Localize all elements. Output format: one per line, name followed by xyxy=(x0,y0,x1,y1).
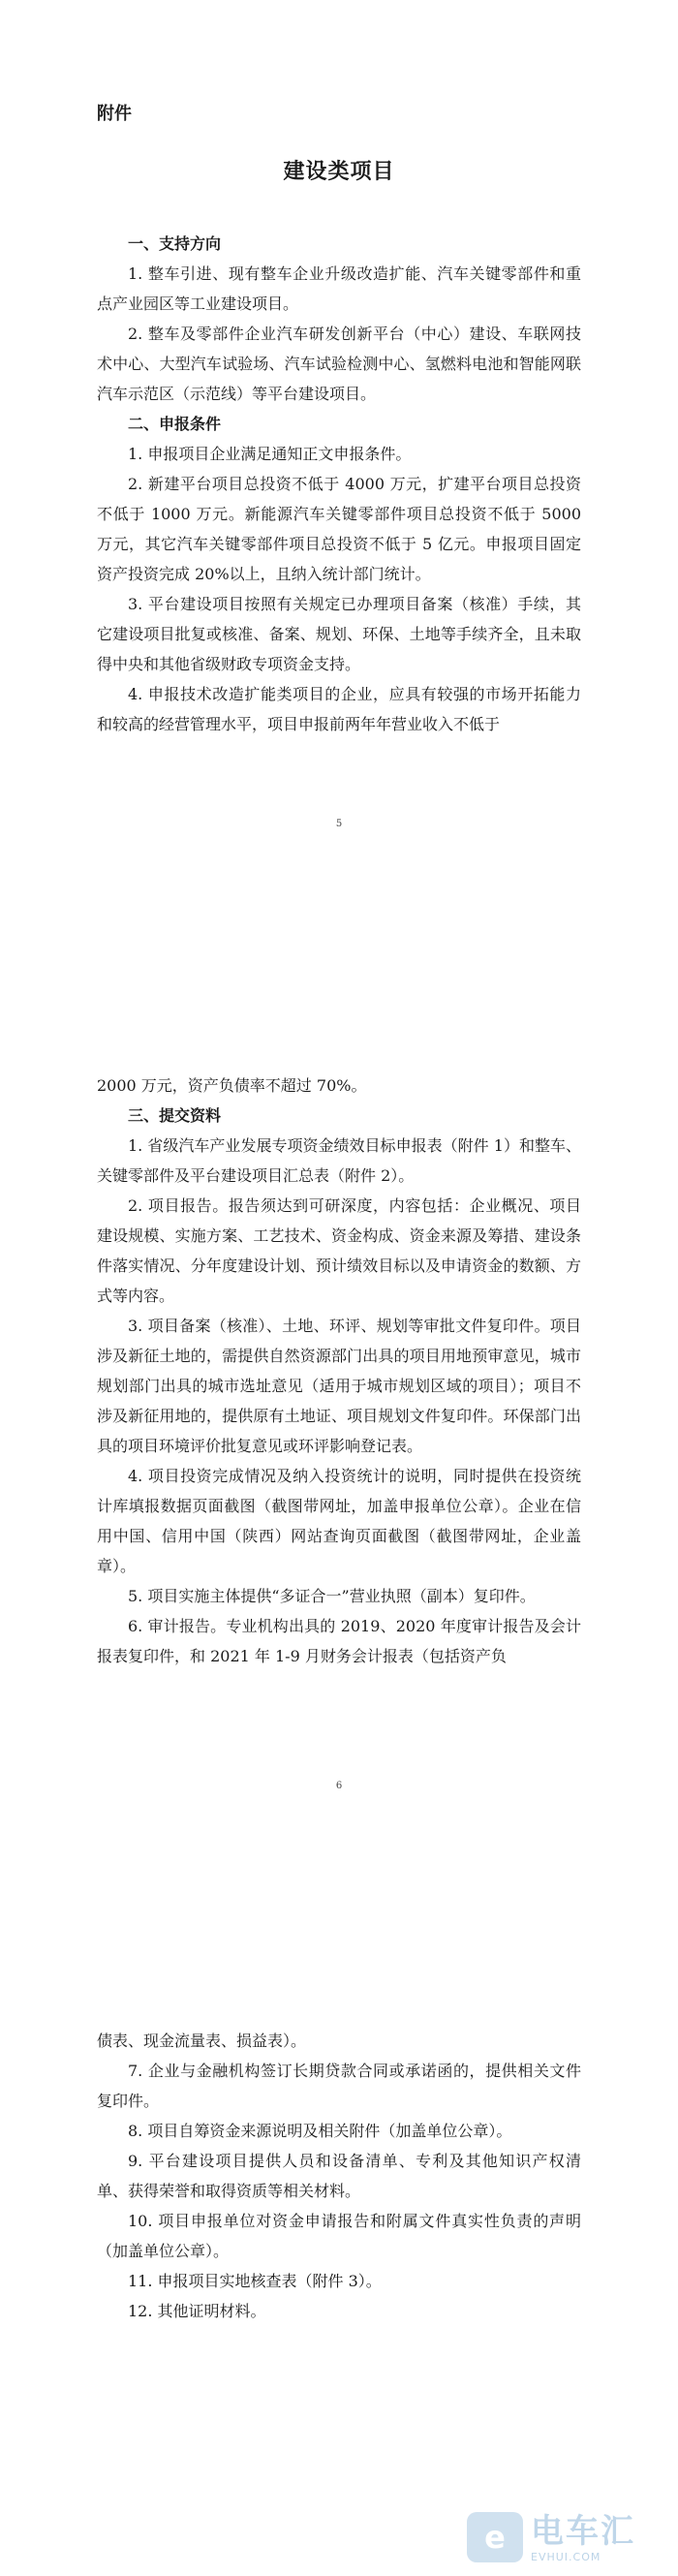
document-page-1 xyxy=(0,0,678,843)
watermark-logo-icon: e xyxy=(467,2512,523,2562)
document-title: 建设类项目 xyxy=(283,159,395,184)
condition-item-4: 4. 申报技术改造扩能类项目的企业，应具有较强的市场开拓能力和较高的经营管理水平，项目申报前两年年营业收入不低于 xyxy=(97,685,581,733)
material-item-12: 12. 其他证明材料。 xyxy=(128,2302,266,2320)
material-item-8: 8. 项目自筹资金来源说明及相关附件（加盖单位公章）。 xyxy=(128,2122,512,2140)
material-item-10: 10. 项目申报单位对资金申请报告和附属文件真实性负责的声明（加盖单位公章）。 xyxy=(97,2212,581,2260)
section-heading-support-direction: 一、支持方向 xyxy=(128,234,222,253)
document-page-3 xyxy=(0,2024,678,2576)
section-heading-application-conditions: 二、申报条件 xyxy=(128,415,222,433)
page3-body xyxy=(97,2026,581,2326)
material-item-5: 5. 项目实施主体提供“多证合一”营业执照（副本）复印件。 xyxy=(128,1587,536,1605)
material-item-3: 3. 项目备案（核准）、土地、环评、规划等审批文件复印件。项目涉及新征土地的，需提供自然资源部门出具的项目用地预审意见，城市规划部门出具的城市选址意见（适用于城市规划区域的项目）；项目不涉及新征用地的，提供原有土地证、项目规划文件复印件。环保部门出具的项目环境评价批复意见或环评影响登记表。 xyxy=(97,1317,581,1455)
material-item-7: 7. 企业与金融机构签订长期贷款合同或承诺函的，提供相关文件复印件。 xyxy=(97,2062,581,2110)
watermark-url: EVHUI.COM xyxy=(531,2550,601,2563)
material-item-6-continuation: 债表、现金流量表、损益表）。 xyxy=(97,2032,307,2050)
document-page-2 xyxy=(0,1010,678,1844)
material-item-9: 9. 平台建设项目提供人员和设备清单、专利及其他知识产权清单、获得荣誉和取得资质等相关材料。 xyxy=(97,2152,581,2200)
page1-body xyxy=(97,229,581,739)
support-item-2: 2. 整车及零部件企业汽车研发创新平台（中心）建设、车联网技术中心、大型汽车试验场、汽车试验检测中心、氢燃料电池和智能网联汽车示范区（示范线）等平台建设项目。 xyxy=(97,325,581,403)
material-item-2: 2. 项目报告。报告须达到可研深度，内容包括：企业概况、项目建设规模、实施方案、工艺技术、资金构成、资金来源及筹措、建设条件落实情况、分年度建设计划、预计绩效目标以及申请资金的数额、方式等内容。 xyxy=(97,1196,581,1305)
material-item-1: 1. 省级汽车产业发展专项资金绩效目标申报表（附件 1）和整车、关键零部件及平台建设项目汇总表（附件 2）。 xyxy=(97,1136,581,1185)
watermark xyxy=(467,2504,661,2570)
page-number: 6 xyxy=(335,1781,343,1791)
section-heading-submission-materials: 三、提交资料 xyxy=(128,1106,222,1125)
condition-item-4-continuation: 2000 万元，资产负债率不超过 70%。 xyxy=(97,1076,367,1095)
material-item-11: 11. 申报项目实地核查表（附件 3）。 xyxy=(128,2272,382,2290)
annex-label: 附件 xyxy=(97,104,132,124)
material-item-4: 4. 项目投资完成情况及纳入投资统计的说明，同时提供在投资统计库填报数据页面截图（截图带网址，加盖申报单位公章）。企业在信用中国、信用中国（陕西）网站查询页面截图（截图带网址，企业盖章）。 xyxy=(97,1467,581,1575)
material-item-6: 6. 审计报告。专业机构出具的 2019、2020 年度审计报告及会计报表复印件，和 2021 年 1-9 月财务会计报表（包括资产负 xyxy=(97,1617,581,1665)
condition-item-3: 3. 平台建设项目按照有关规定已办理项目备案（核准）手续，其它建设项目批复或核准、备案、规划、环保、土地等手续齐全，且未取得中央和其他省级财政专项资金支持。 xyxy=(97,595,581,673)
support-item-1: 1. 整车引进、现有整车企业升级改造扩能、汽车关键零部件和重点产业园区等工业建设项目。 xyxy=(97,264,581,313)
page-number: 5 xyxy=(335,819,343,829)
condition-item-1: 1. 申报项目企业满足通知正文申报条件。 xyxy=(128,445,412,463)
watermark-name: 电车汇 xyxy=(531,2511,635,2551)
condition-item-2: 2. 新建平台项目总投资不低于 4000 万元，扩建平台项目总投资不低于 1000 万元。新能源汽车关键零部件项目总投资不低于 5000 万元，其它汽车关键零部件项目总投资不低于 5 亿元。申报项目固定资产投资完成 20%以上，且纳入统计部门统计。 xyxy=(97,475,581,583)
page2-body xyxy=(97,1071,581,1671)
watermark-text xyxy=(531,2512,635,2563)
